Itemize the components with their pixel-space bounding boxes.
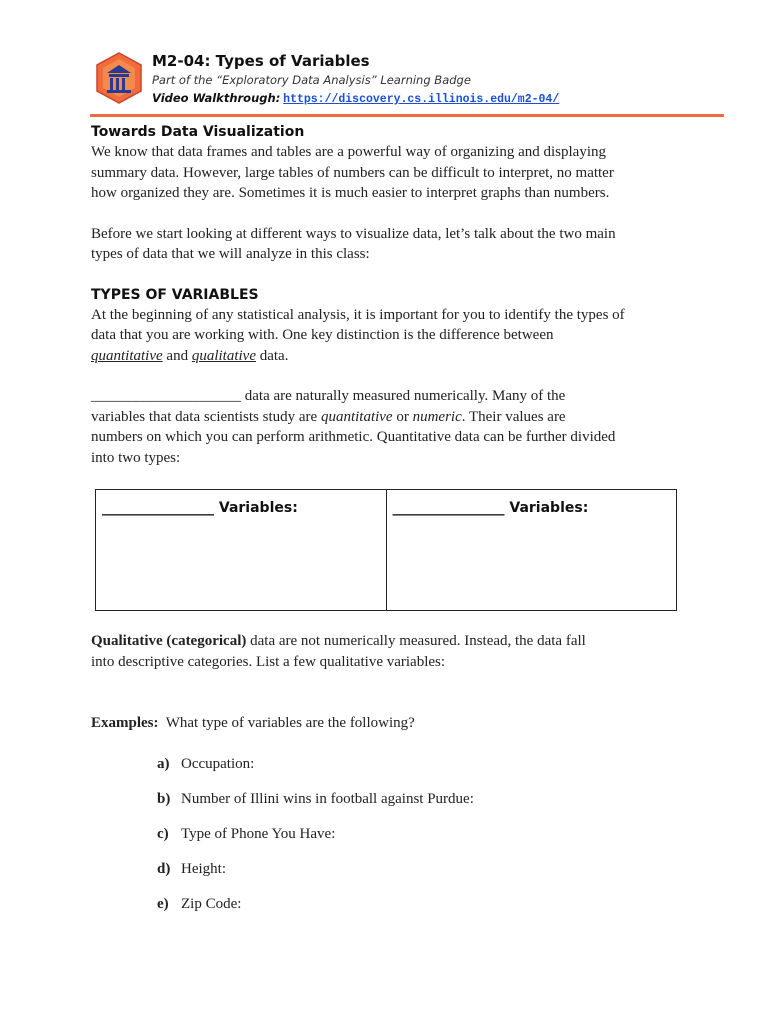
paragraph-line: Before we start looking at different ways to visualize data, let’s talk about the two main bbox=[91, 225, 616, 242]
paragraph-line: quantitative and qualitative data. bbox=[91, 347, 289, 364]
fill-in-blank: ________________ bbox=[102, 500, 214, 516]
paragraph-line: summary data. However, large tables of numbers can be difficult to interpret, no matter bbox=[91, 164, 614, 181]
examples-prompt bbox=[91, 713, 415, 734]
section-heading-types: TYPES OF VARIABLES bbox=[91, 286, 259, 303]
paragraph-line: types of data that we will analyze in this class: bbox=[91, 246, 370, 262]
list-item: e) Zip Code: bbox=[157, 896, 242, 912]
examples-label: Examples: bbox=[91, 715, 159, 731]
header-divider bbox=[90, 114, 724, 117]
video-walkthrough bbox=[152, 91, 559, 106]
paragraph-line: how organized they are. Sometimes it is much easier to interpret graphs than numbers. bbox=[91, 185, 610, 201]
cell-heading: ________________ Variables: bbox=[102, 500, 298, 516]
paragraph-line: data that you are working with. One key distinction is the difference between bbox=[91, 327, 554, 343]
examples-list bbox=[157, 754, 474, 929]
paragraph-line: into two types: bbox=[91, 449, 181, 466]
list-item: b) Number of Illini wins in football against Purdue: bbox=[157, 791, 474, 807]
paragraph-line: into descriptive categories. List a few qualitative variables: bbox=[91, 653, 446, 670]
term-qualitative-categorical: Qualitative (categorical) bbox=[91, 633, 247, 649]
term-quantitative: quantitative bbox=[91, 347, 163, 364]
qualitative-paragraph bbox=[91, 631, 691, 672]
paragraph-line: ____________________ data are naturally measured numerically. Many of the bbox=[91, 388, 566, 404]
list-item: c) Type of Phone You Have: bbox=[157, 826, 336, 842]
term-qualitative: qualitative bbox=[191, 347, 256, 364]
examples-question: What type of variables are the following? bbox=[165, 715, 415, 731]
table-cell bbox=[96, 490, 386, 610]
document-title: M2-04: Types of Variables bbox=[152, 52, 370, 70]
paragraph-line: At the beginning of any statistical analysis, it is important for you to identify the types of bbox=[91, 306, 625, 323]
paragraph-line: Qualitative (categorical) data are not numerically measured. Instead, the data fall bbox=[91, 633, 586, 649]
paragraph-line: variables that data scientists study are quantitative or numeric. Their values are bbox=[91, 408, 566, 425]
list-item: d) Height: bbox=[157, 861, 226, 877]
main-content bbox=[91, 122, 691, 468]
variable-types-table bbox=[95, 489, 677, 611]
paragraph-line: We know that data frames and tables are a powerful way of organizing and displaying bbox=[91, 144, 607, 160]
list-item: a) Occupation: bbox=[157, 756, 255, 772]
table-cell bbox=[386, 490, 677, 610]
badge-logo-icon bbox=[95, 52, 143, 104]
paragraph-line: numbers on which you can perform arithmetic. Quantitative data can be further divided bbox=[91, 429, 616, 445]
video-walkthrough-label: Video Walkthrough: bbox=[152, 91, 281, 105]
video-walkthrough-link[interactable]: https://discovery.cs.illinois.edu/m2-04/ bbox=[283, 93, 560, 106]
cell-heading: ________________ Variables: bbox=[392, 500, 589, 516]
fill-in-blank: ________________ bbox=[392, 500, 505, 516]
section-heading-visualization: Towards Data Visualization bbox=[91, 124, 305, 140]
fill-in-blank: ____________________ bbox=[91, 388, 241, 404]
document-subtitle: Part of the “Exploratory Data Analysis” Learning Badge bbox=[152, 73, 471, 87]
